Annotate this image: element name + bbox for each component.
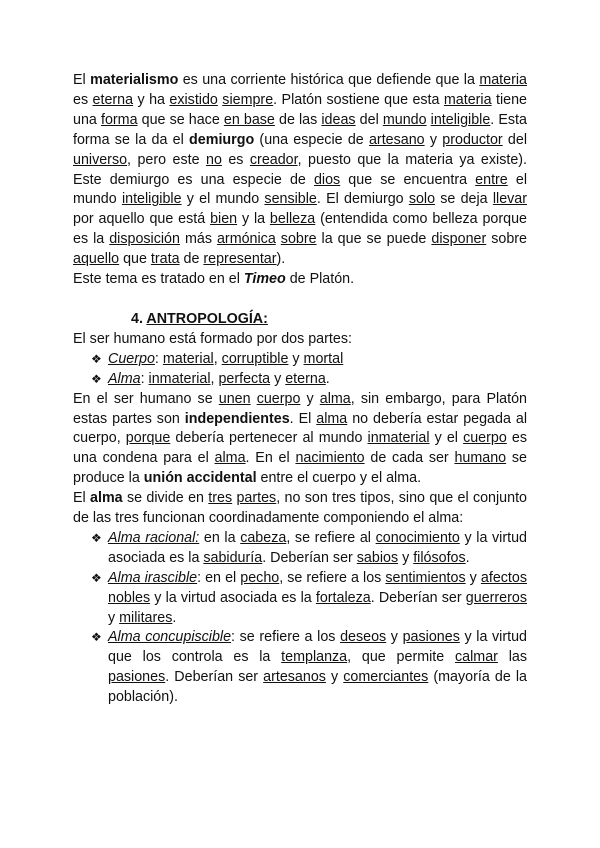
text: , se refiere a los <box>279 569 386 586</box>
soul-name: Alma concupiscible <box>108 629 232 646</box>
text: , se refiere al <box>286 529 376 546</box>
text: : en el <box>197 569 241 586</box>
underlined-word: deseos <box>340 629 387 646</box>
list-item-alma <box>73 370 527 390</box>
text: y la <box>237 211 270 228</box>
text: : <box>140 370 149 387</box>
paragraph-alma-partes <box>73 489 527 529</box>
text: y <box>300 390 320 407</box>
underlined-word: nacimiento <box>295 450 365 467</box>
text: y la virtud asociada es la <box>150 589 316 606</box>
text: y el mundo <box>181 191 265 208</box>
underlined-word: creador <box>249 151 298 168</box>
underlined-word: eterna <box>92 91 134 108</box>
underlined-word: cuerpo <box>256 390 301 407</box>
underlined-word: solo <box>408 191 436 208</box>
text: . Esta forma se la da el <box>73 111 527 148</box>
heading-title: ANTROPOLOGÍA: <box>146 310 268 327</box>
text: El <box>73 490 91 507</box>
text: y <box>270 370 286 387</box>
text: , no son tres tipos, sino que el conjunto de las tres funcionan coordinadamente componiendo el alma: <box>73 490 527 527</box>
underlined-word: bien <box>210 211 238 228</box>
underlined-word: calmar <box>455 649 498 666</box>
underlined-word: materia <box>479 72 527 88</box>
text: y <box>325 669 344 686</box>
text: de <box>179 251 204 268</box>
text: : se refiere a los <box>231 629 341 646</box>
text: y <box>465 569 481 586</box>
soul-name: Alma irascible <box>108 569 198 586</box>
underlined-word: inteligible <box>430 111 491 128</box>
text: de cada ser <box>364 450 455 467</box>
underlined-word: trata <box>150 251 180 268</box>
text: y <box>386 629 403 646</box>
diamond-bullet-icon: ❖ <box>91 530 102 545</box>
underlined-word: inteligible <box>121 191 182 208</box>
underlined-word: no <box>206 151 222 168</box>
underlined-word: sabios <box>356 549 399 566</box>
parts-list <box>73 350 527 390</box>
text: y <box>288 350 304 367</box>
section-heading <box>131 310 527 330</box>
underlined-word: cuerpo <box>463 430 507 447</box>
text: es una condena para el <box>73 430 527 467</box>
text: , que permite <box>347 649 456 666</box>
text: . Deberían ser <box>165 669 264 686</box>
underlined-word: filósofos <box>413 549 466 566</box>
text: de las <box>274 111 322 128</box>
underlined-word: nobles <box>108 589 151 606</box>
underlined-word: forma <box>100 111 138 128</box>
text: . <box>325 370 330 387</box>
underlined-word: aquello <box>73 251 120 268</box>
text: , puesto que la materia ya existe). Este demiurgo es una especie de <box>73 151 527 188</box>
text: ). <box>276 251 286 268</box>
underlined-word: conocimiento <box>375 529 460 546</box>
underlined-word: disponer <box>431 231 487 248</box>
text: , <box>213 350 222 367</box>
text: y el <box>429 430 464 447</box>
underlined-word: armónica <box>216 231 276 248</box>
underlined-word: ideas <box>321 111 356 128</box>
text: no debería estar pegada al cuerpo, <box>73 410 527 447</box>
underlined-word: productor <box>442 131 503 148</box>
underlined-word: mortal <box>303 350 344 367</box>
part-name: Cuerpo <box>108 350 155 367</box>
text: . El demiurgo <box>316 191 409 208</box>
text: y la virtud asociada es la <box>108 529 527 566</box>
text: y <box>398 549 414 566</box>
text: por aquello que está <box>73 211 211 228</box>
text: del <box>355 111 383 128</box>
underlined-word: existido <box>169 91 218 108</box>
underlined-word: afectos <box>480 569 528 586</box>
text: y <box>424 131 443 148</box>
text: debería pertenecer al mundo <box>170 430 368 447</box>
soul-parts-list <box>73 529 527 708</box>
text: y la virtud que los controla es la <box>108 629 527 666</box>
underlined-word: humano <box>454 450 507 467</box>
underlined-word: sentimientos <box>385 569 466 586</box>
text: de Platón. <box>285 271 355 288</box>
term-materialismo: materialismo <box>90 72 179 88</box>
diamond-bullet-icon: ❖ <box>91 630 102 645</box>
term-union-accidental: unión accidental <box>143 470 257 487</box>
term-timeo: Timeo <box>243 271 286 288</box>
underlined-word: belleza <box>269 211 316 228</box>
text: las <box>497 649 527 666</box>
text: . Deberían ser <box>370 589 466 606</box>
text: en la <box>199 529 241 546</box>
heading-number: 4. <box>131 310 147 327</box>
diamond-bullet-icon: ❖ <box>91 570 102 585</box>
underlined-word: siempre <box>222 91 274 108</box>
underlined-word: pecho <box>240 569 280 586</box>
underlined-word: partes <box>236 490 277 507</box>
text: . Platón sostiene que esta <box>273 91 444 108</box>
paragraph-materialismo <box>73 71 527 270</box>
underlined-word: material <box>162 350 214 367</box>
text: (entendida como belleza porque es la <box>73 211 527 248</box>
text: (una especie de <box>254 131 369 148</box>
list-item-cuerpo <box>73 350 527 370</box>
underlined-word: tres <box>208 490 233 507</box>
underlined-word: sobre <box>280 231 317 248</box>
underlined-word: comerciantes <box>343 669 429 686</box>
text: más <box>179 231 217 248</box>
underlined-word: llevar <box>492 191 528 208</box>
text: . El <box>289 410 317 427</box>
underlined-word: artesano <box>368 131 425 148</box>
underlined-word: entre <box>475 171 508 188</box>
list-item-alma-concupiscible <box>73 628 527 708</box>
paragraph-union <box>73 390 527 490</box>
text: que se hace <box>137 111 224 128</box>
diamond-bullet-icon: ❖ <box>91 371 102 386</box>
text: entre el cuerpo y el alma. <box>256 470 422 487</box>
underlined-word: alma <box>316 410 348 427</box>
text: El <box>73 72 91 88</box>
text: sobre <box>486 231 527 248</box>
soul-name: Alma racional: <box>108 529 200 546</box>
text: , <box>210 370 219 387</box>
underlined-word: pasiones <box>402 629 460 646</box>
underlined-word: militares <box>119 609 173 626</box>
text: y <box>108 609 120 626</box>
list-item-alma-irascible <box>73 569 527 629</box>
text: que <box>119 251 151 268</box>
text: . En el <box>245 450 296 467</box>
text: se divide en <box>122 490 209 507</box>
text: que se encuentra <box>340 171 476 188</box>
underlined-word: guerreros <box>465 589 527 606</box>
paragraph-timeo <box>73 270 527 290</box>
underlined-word: representar <box>203 251 277 268</box>
underlined-word: artesanos <box>263 669 326 686</box>
text: Este tema es tratado en el <box>73 271 244 288</box>
underlined-word: pasiones <box>108 669 166 686</box>
text: es <box>73 91 93 108</box>
underlined-word: fortaleza <box>315 589 371 606</box>
text: (mayoría de la población). <box>108 669 527 706</box>
underlined-word: corruptible <box>221 350 289 367</box>
underlined-word: templanza <box>281 649 348 666</box>
text: se produce la <box>73 450 527 487</box>
underlined-word: alma <box>319 390 351 407</box>
term-independientes: independientes <box>184 410 290 427</box>
underlined-word: unen <box>218 390 251 407</box>
text: es una corriente histórica que defiende que la <box>178 72 480 88</box>
underlined-word: porque <box>125 430 171 447</box>
text: , sin embargo, para Platón estas partes son <box>73 390 527 427</box>
text: se deja <box>435 191 493 208</box>
diamond-bullet-icon: ❖ <box>91 351 102 366</box>
underlined-word: inmaterial <box>148 370 211 387</box>
text: : <box>154 350 163 367</box>
underlined-word: materia <box>443 91 492 108</box>
text: es <box>221 151 250 168</box>
term-demiurgo: demiurgo <box>189 131 255 148</box>
text: la que se puede <box>316 231 432 248</box>
text: tiene una <box>73 91 527 128</box>
text: , pero este <box>127 151 206 168</box>
text: . <box>465 549 470 566</box>
text: . <box>172 609 177 626</box>
document-page <box>73 71 527 708</box>
underlined-word: universo <box>73 151 128 168</box>
term-alma: alma <box>90 490 123 507</box>
underlined-word: eterna <box>285 370 326 387</box>
text: . Deberían ser <box>262 549 357 566</box>
underlined-word: alma <box>214 450 246 467</box>
text: del <box>502 131 528 148</box>
underlined-word: mundo <box>382 111 427 128</box>
text: y ha <box>133 91 170 108</box>
paragraph-partes: El ser humano está formado por dos partes: <box>73 330 352 347</box>
underlined-word: sensible <box>264 191 317 208</box>
underlined-word: dios <box>313 171 341 188</box>
text: el mundo <box>73 171 527 208</box>
list-item-alma-racional <box>73 529 527 569</box>
underlined-word: sabiduría <box>203 549 263 566</box>
underlined-word: cabeza <box>240 529 287 546</box>
underlined-word: en base <box>223 111 275 128</box>
underlined-word: disposición <box>109 231 180 248</box>
part-name: Alma <box>108 370 141 387</box>
underlined-word: inmaterial <box>367 430 430 447</box>
text: En el ser humano se <box>73 390 219 407</box>
underlined-word: perfecta <box>218 370 271 387</box>
